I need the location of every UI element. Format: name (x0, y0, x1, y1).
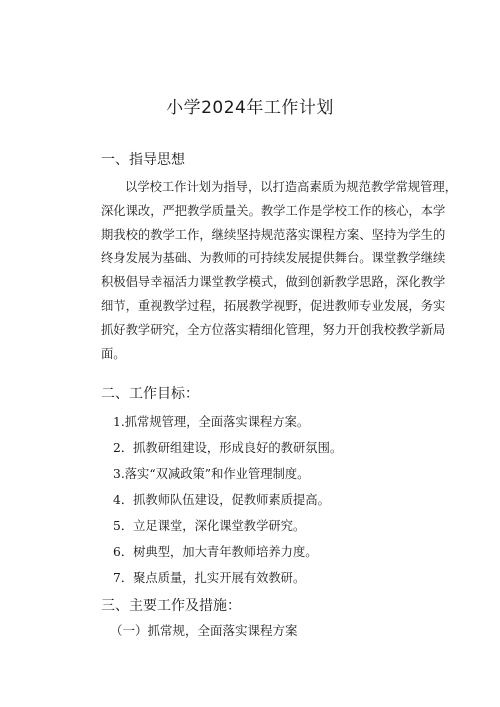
section-heading-work-goals: 二、工作目标： (101, 386, 199, 402)
paragraph-line: 期我校的教学工作，继续坚持规范落实课程方案、坚持为学生的 (101, 227, 446, 242)
guiding-ideology-paragraph (101, 176, 458, 366)
paragraph-line: 以学校工作计划为指导，以打造高素质为规范教学常规管理， (125, 180, 458, 194)
goal-item: 6．树典型，加大青年教师培养力度。 (113, 545, 318, 559)
goal-item: 2．抓教研组建设，形成良好的教研氛围。 (113, 441, 343, 455)
subsection-heading: （一）抓常规，全面落实课程方案 (110, 623, 298, 638)
section-heading-guiding-ideology: 一、指导思想 (101, 152, 185, 168)
document-title: 小学2024年工作计划 (166, 98, 334, 118)
paragraph-line: 深化课改，严把教学质量关。教学工作是学校工作的核心，本学 (101, 203, 446, 218)
section-heading-main-work: 三、主要工作及措施： (101, 598, 241, 614)
goal-item: 1.抓常规管理，全面落实课程方案。 (113, 415, 310, 429)
paragraph-line: 终身发展为基础、为教师的可持续发展提供舞台。课堂教学继续 (101, 251, 446, 266)
goal-item: 3.落实“双减政策”和作业管理制度。 (113, 467, 310, 481)
goal-item: 7．聚点质量，扎实开展有效教研。 (113, 571, 306, 585)
paragraph-line: 面。 (101, 346, 126, 361)
goal-item: 5．立足课堂，深化课堂教学研究。 (113, 519, 306, 533)
goal-item: 4．抓教师队伍建设，促教师素质提高。 (113, 493, 330, 507)
paragraph-line: 细节，重视教学过程，拓展教学视野，促进教师专业发展，务实 (101, 298, 446, 313)
paragraph-line: 抓好教学研究，全方位落实精细化管理，努力开创我校教学新局 (101, 322, 446, 337)
paragraph-line: 积极倡导幸福活力课堂教学模式，做到创新教学思路，深化教学 (101, 275, 446, 290)
